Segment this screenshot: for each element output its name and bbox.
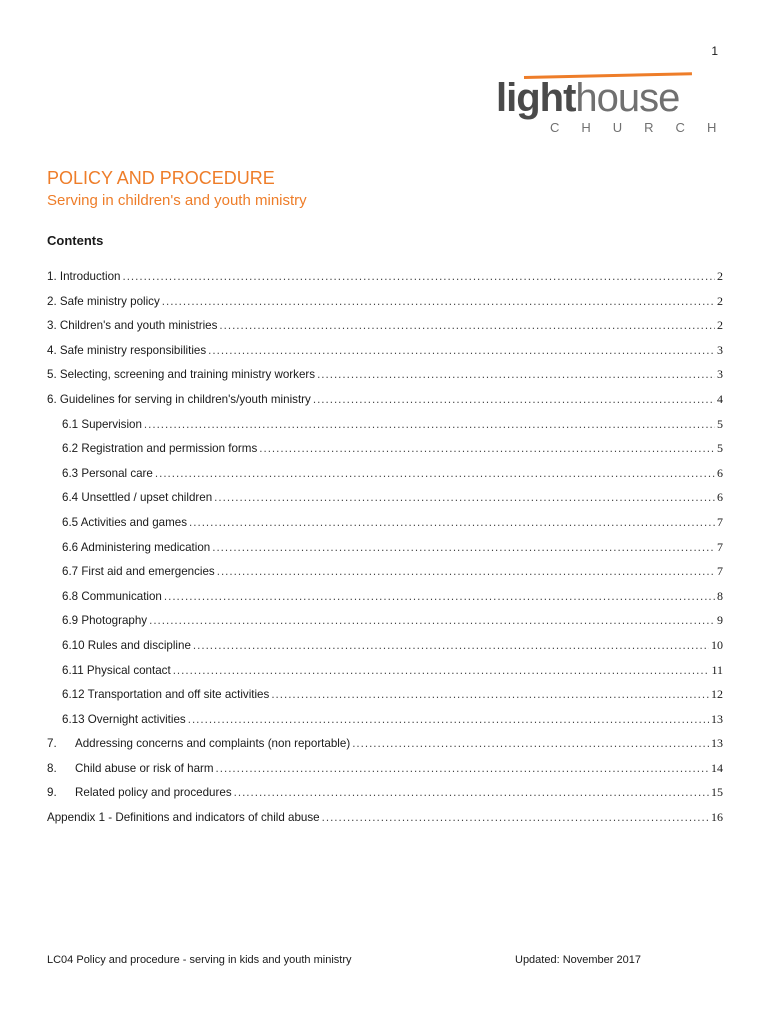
logo-subtitle: CHURCH (550, 120, 739, 135)
toc-entry-page: 16 (711, 810, 723, 825)
toc-dot-leader (317, 368, 715, 381)
toc-entry-label: 6.12 Transportation and off site activities (62, 688, 270, 702)
toc-entry-page: 2 (717, 269, 723, 283)
toc-entry[interactable] (47, 712, 723, 737)
toc-entry[interactable] (47, 540, 723, 565)
toc-entry[interactable] (47, 736, 723, 761)
toc-entry-page: 4 (717, 391, 723, 406)
toc-entry-page: 6 (717, 490, 723, 505)
toc-dot-leader (259, 442, 715, 455)
toc-entry-page: 15 (711, 785, 723, 800)
footer-document-name: LC04 Policy and procedure - serving in kids and youth ministry (47, 954, 352, 966)
toc-entry[interactable] (47, 417, 723, 442)
toc-entry[interactable] (47, 810, 723, 835)
toc-entry-label: 6.6 Administering medication (62, 540, 211, 554)
toc-entry-number: 7. (47, 737, 57, 751)
toc-entry-label: 6.9 Photography (62, 614, 148, 628)
toc-dot-leader (189, 516, 715, 529)
toc-entry-page: 2 (717, 293, 723, 308)
toc-dot-leader (162, 295, 715, 308)
toc-entry-label: Appendix 1 - Definitions and indicators of child abuse (47, 811, 320, 825)
toc-entry[interactable] (47, 564, 723, 589)
toc-entry-page: 7 (717, 514, 723, 529)
toc-entry-page: 7 (717, 564, 723, 579)
document-title: POLICY AND PROCEDURE (47, 168, 275, 188)
toc-entry-label: 6.1 Supervision (62, 417, 142, 431)
toc-dot-leader (219, 319, 715, 332)
toc-entry-page: 5 (717, 441, 723, 456)
toc-entry-label: Related policy and procedures (75, 786, 232, 800)
toc-entry-page: 12 (711, 687, 723, 702)
toc-entry[interactable] (47, 515, 723, 540)
toc-entry-page: 13 (711, 711, 723, 726)
toc-dot-leader (212, 541, 715, 554)
toc-entry[interactable] (47, 638, 723, 663)
toc-entry-page: 14 (711, 760, 723, 775)
toc-entry[interactable] (47, 343, 723, 368)
toc-entry-label: 6.3 Personal care (62, 466, 153, 480)
toc-entry-label: 3. Children's and youth ministries (47, 319, 218, 333)
toc-dot-leader (217, 565, 715, 578)
toc-dot-leader (188, 713, 709, 726)
toc-entry-number: 9. (47, 786, 57, 800)
toc-entry-page: 13 (711, 736, 723, 751)
toc-entry-label: 6.2 Registration and permission forms (62, 442, 258, 456)
toc-entry-label: 2. Safe ministry policy (47, 294, 160, 308)
logo-wordmark (496, 78, 679, 118)
document-subtitle: Serving in children's and youth ministry (47, 192, 307, 209)
toc-entry[interactable] (47, 294, 723, 319)
toc-dot-leader (352, 737, 709, 750)
toc-entry-label: 1. Introduction (47, 270, 121, 283)
toc-entry-label: 6.7 First aid and emergencies (62, 565, 215, 579)
toc-entry-page: 5 (717, 416, 723, 431)
contents-heading: Contents (47, 233, 104, 248)
toc-entry-label: 5. Selecting, screening and training ministry workers (47, 368, 316, 382)
toc-entry-page: 8 (717, 588, 723, 603)
toc-entry-label: Child abuse or risk of harm (75, 761, 214, 775)
toc-dot-leader (193, 639, 709, 652)
toc-dot-leader (216, 762, 709, 775)
toc-dot-leader (155, 467, 715, 480)
toc-entry-page: 10 (711, 637, 723, 652)
toc-entry[interactable] (47, 613, 723, 638)
toc-entry-page: 3 (717, 342, 723, 357)
logo-wordmark-light: house (575, 76, 680, 120)
toc-entry[interactable] (47, 589, 723, 614)
logo-wordmark-bold: light (496, 76, 576, 120)
toc-entry-page: 3 (717, 367, 723, 382)
toc-entry[interactable] (47, 269, 723, 294)
toc-dot-leader (144, 418, 715, 431)
toc-dot-leader (149, 614, 715, 627)
toc-entry-page: 11 (711, 662, 723, 677)
toc-entry-number: 8. (47, 761, 57, 775)
toc-dot-leader (214, 491, 715, 504)
toc-entry-label: 6. Guidelines for serving in children's/youth ministry (47, 392, 311, 406)
toc-entry-label: 6.5 Activities and games (62, 515, 188, 529)
toc-entry-label: 6.10 Rules and discipline (62, 638, 191, 652)
footer-updated-date: Updated: November 2017 (515, 954, 641, 966)
toc-entry[interactable] (47, 392, 723, 417)
toc-entry-label: 6.8 Communication (62, 589, 162, 603)
toc-entry[interactable] (47, 785, 723, 810)
toc-entry-label: 6.4 Unsettled / upset children (62, 491, 213, 505)
toc-dot-leader (322, 811, 709, 824)
toc-dot-leader (271, 688, 709, 701)
toc-entry-page: 9 (717, 613, 723, 628)
toc-entry-page: 2 (717, 318, 723, 333)
table-of-contents (47, 269, 723, 835)
toc-entry[interactable] (47, 687, 723, 712)
toc-dot-leader (122, 270, 715, 283)
toc-entry-label: 6.13 Overnight activities (62, 712, 186, 726)
toc-entry-page: 7 (717, 539, 723, 554)
toc-dot-leader (313, 393, 715, 406)
church-logo (496, 76, 739, 136)
toc-entry-page: 6 (717, 465, 723, 480)
toc-entry[interactable] (47, 441, 723, 466)
toc-entry-label: 4. Safe ministry responsibilities (47, 343, 207, 357)
toc-entry[interactable] (47, 466, 723, 491)
toc-dot-leader (234, 786, 709, 799)
toc-entry[interactable] (47, 367, 723, 392)
toc-entry[interactable] (47, 761, 723, 786)
toc-dot-leader (164, 590, 715, 603)
toc-dot-leader (208, 344, 715, 357)
toc-entry-label: Addressing concerns and complaints (non reportable) (75, 737, 351, 751)
toc-entry[interactable] (47, 663, 723, 688)
toc-entry[interactable] (47, 490, 723, 515)
toc-dot-leader (173, 664, 710, 677)
toc-entry-label: 6.11 Physical contact (62, 663, 171, 677)
page-number: 1 (711, 44, 718, 58)
toc-entry[interactable] (47, 318, 723, 343)
